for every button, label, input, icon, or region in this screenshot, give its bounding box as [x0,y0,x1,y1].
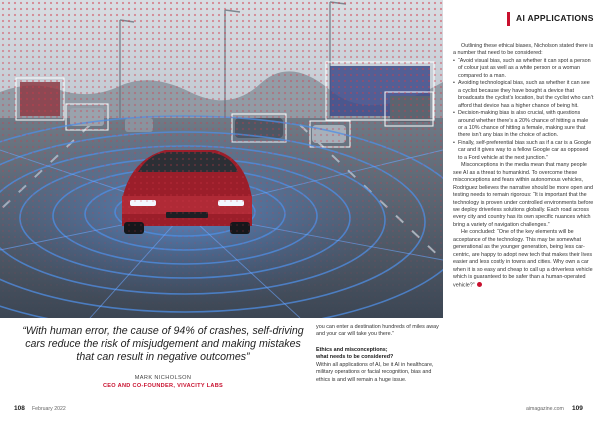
subheading-line-1: Ethics and misconceptions; [316,346,388,353]
section-header [507,12,600,26]
website: aimagazine.com [526,406,564,412]
ethics-paragraph: Within all applications of AI, be it AI in healthcare, military operations or facial recognition, bias and ethics is and will remain a huge issue. [316,361,434,383]
list-item: • Decision-making bias is also crucial, with questions around whether there’s a 20% chance of hitting a male or a 10% chance of hitting a female, making sure that there isn’t any bias in the choice of action. [453,110,594,140]
right-page-number: 109 [572,405,583,412]
quote-author: MARK NICHOLSON [134,374,192,381]
quote-author-role: CEO AND CO-FOUNDER, VIVACITY LABS [102,382,224,389]
subheading-line-2: what needs to be considered? [316,354,394,361]
list-item: • Avoiding technological bias, such as whether it can see a cyclist because they have bought a device that broadcasts the cyclist’s location, but the cyclist who can’t afford that device has a higher chance of being hit. [453,80,594,110]
quote-text: “With human error, the cause of 94% of crashes, self-driving cars reduce the risk of misjudgement and making mistakes that can result in negative outcomes” [22,325,304,364]
conclusion-text: He concluded: “One of the key elements will be acceptance of the technology. This may be somewhat generational as the younger generation, being less car-centric, are happy to adopt new tech that makes their lives easier and less costly in towns and cities. Why own a car when it is so easy and cheap to call up a driverless vehicle which is guaranteed to be safer than a human-operated vehicle?” [453,229,593,288]
end-mark-icon [477,282,482,287]
continued-paragraph: you can enter a destination hundreds of miles away and your car will take you there.” [316,324,439,338]
misconceptions-paragraph: Misconceptions in the media mean that many people see AI as a threat to humankind. To overcome these misconceptions and fears within autonomous vehicles, Rodriguez believes the narrative should be more open and testing needs to remain rigorous: “It is important that the technology is proven under controlled environments before we deploy driverless solutions globally. Each road across every city and country has its own specific nuances which bring a variety of navigation challenges.” [453,162,594,228]
pull-quote [22,325,304,389]
bias-list [453,58,594,162]
middle-column [316,324,440,384]
subheading [316,347,440,362]
right-column [453,43,594,289]
list-item: • Finally, self-preferential bias such as if a car is a Google car and it gives way to a fellow Google car as opposed to a Ford vehicle at the next junction.” [453,140,594,162]
list-item: • “Avoid visual bias, such as whether it can spot a person of colour just as well as a white person or a woman compared to a man. [453,58,594,80]
section-label: AI APPLICATIONS [516,13,594,23]
conclusion-paragraph [453,229,594,289]
intro-paragraph: Outlining these ethical biases, Nicholson stated there is a number that need to be considered: [453,43,594,57]
section-accent-bar [507,12,510,26]
issue-date: February 2022 [32,406,66,412]
left-page-number: 108 [14,405,25,412]
